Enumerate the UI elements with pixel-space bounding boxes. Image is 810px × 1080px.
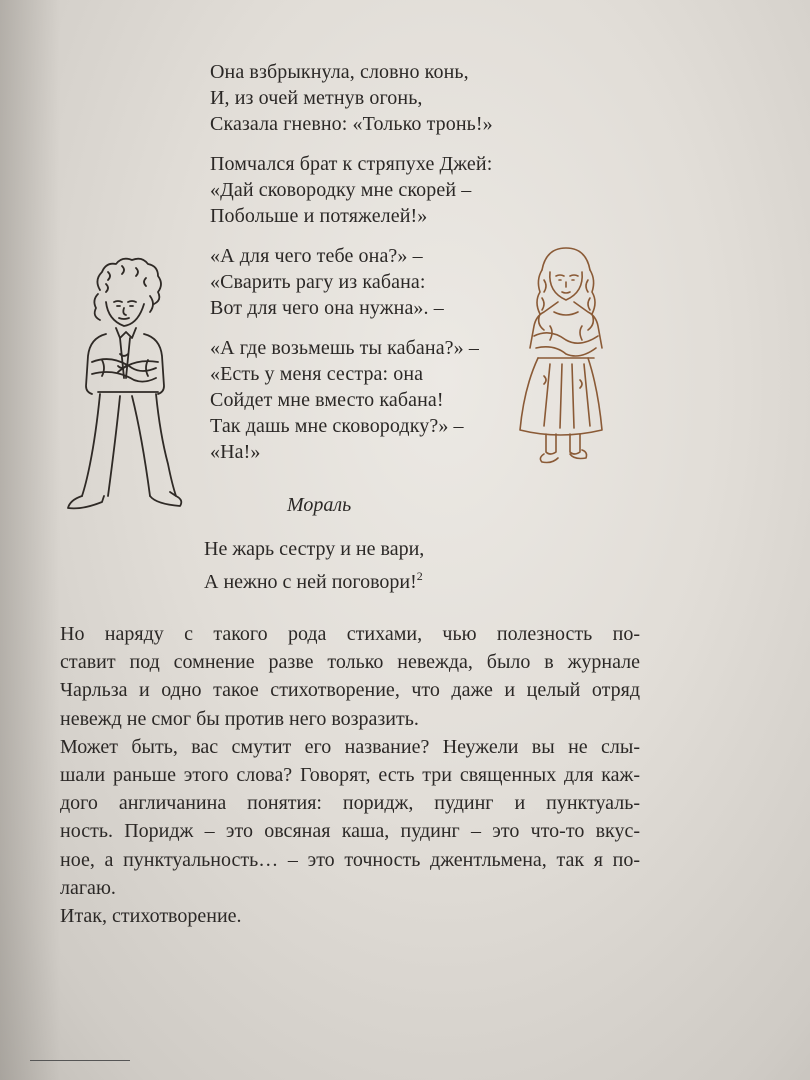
stanza-1 bbox=[210, 59, 493, 137]
poem-line: Сказала гневно: «Только тронь!» bbox=[210, 113, 493, 135]
prose-line: дого англичанина понятия: поридж, пудинг и пунктуаль- bbox=[60, 792, 640, 815]
footnote-mark: 2 bbox=[416, 569, 423, 583]
prose-line: ставит под сомнение разве только невежда, было в журнале bbox=[60, 651, 640, 674]
paragraph-1 bbox=[60, 620, 640, 733]
page-shadow bbox=[0, 0, 60, 1080]
prose-line: Но наряду с такого рода стихами, чью полезность по- bbox=[60, 623, 640, 645]
prose-line: Чарльза и одно такое стихотворение, что даже и целый отряд bbox=[60, 679, 640, 702]
moral-line-text: А нежно с ней поговори! bbox=[204, 571, 417, 593]
poem-line: Помчался брат к стряпухе Джей: bbox=[210, 153, 493, 175]
poem-line: Так дашь мне сковородку?» – bbox=[210, 415, 464, 437]
poem-line: «Дай сковородку мне скорей – bbox=[210, 179, 472, 201]
moral bbox=[204, 536, 424, 596]
prose-line: ное, а пунктуальность… – это точность джентльмена, так я по- bbox=[60, 848, 640, 871]
prose bbox=[60, 620, 640, 930]
poem-line: Сойдет мне вместо кабана! bbox=[210, 389, 444, 411]
poem bbox=[210, 59, 493, 479]
poem-line: Побольше и потяжелей!» bbox=[210, 205, 428, 227]
moral-line: Не жарь сестру и не вари, bbox=[204, 538, 425, 560]
prose-line: лагаю. bbox=[60, 876, 116, 899]
paragraph-2 bbox=[60, 733, 640, 902]
prose-line: Может быть, вас смутит его название? Неужели вы не слы- bbox=[60, 735, 640, 758]
footnote-rule bbox=[30, 1060, 130, 1061]
girl-illustration bbox=[506, 240, 616, 475]
poem-line: «На!» bbox=[210, 441, 261, 463]
prose-line: невежд не смог бы против него возразить. bbox=[60, 707, 419, 730]
stanza-3 bbox=[210, 243, 493, 321]
boy-illustration bbox=[62, 250, 192, 520]
moral-title: Мораль bbox=[287, 494, 352, 516]
stanza-2 bbox=[210, 151, 493, 229]
prose-line: шали раньше этого слова? Говорят, есть три священных для каж- bbox=[60, 764, 640, 787]
paragraph-3 bbox=[60, 902, 640, 930]
poem-line: Вот для чего она нужна». – bbox=[210, 297, 444, 319]
poem-line: И, из очей метнув огонь, bbox=[210, 87, 423, 109]
stanza-4 bbox=[210, 335, 493, 465]
poem-line: «Сварить рагу из кабана: bbox=[210, 271, 426, 293]
prose-line: ность. Поридж – это овсяная каша, пудинг – это что-то вкус- bbox=[60, 820, 640, 843]
poem-line: Она взбрыкнула, словно конь, bbox=[210, 61, 469, 83]
moral-line bbox=[204, 563, 424, 596]
poem-line: «А где возьмешь ты кабана?» – bbox=[210, 337, 479, 359]
poem-line: «Есть у меня сестра: она bbox=[210, 363, 424, 385]
prose-line: Итак, стихотворение. bbox=[60, 905, 242, 928]
poem-line: «А для чего тебе она?» – bbox=[210, 245, 423, 267]
